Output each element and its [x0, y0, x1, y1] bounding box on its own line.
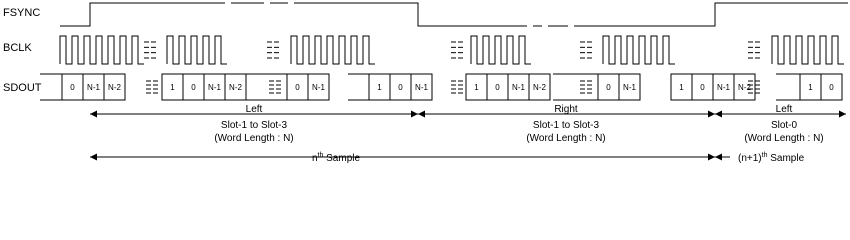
- sdout-bit-value: 0: [191, 83, 196, 92]
- left-slot0-range: Slot-0: [770, 120, 798, 131]
- nth-sample-suffix: Sample: [323, 153, 361, 164]
- sdout-bit-value: 0: [70, 83, 75, 92]
- sdout-bit-value: 1: [474, 83, 479, 92]
- sdout-waveform: [40, 74, 842, 100]
- sdout-bit-value: 0: [606, 83, 611, 92]
- section-arrows: [90, 114, 846, 157]
- sdout-bit-value: N-1: [87, 83, 100, 92]
- nth-sample-prefix: n: [311, 153, 318, 164]
- sdout-bit-value: 0: [495, 83, 500, 92]
- sdout-bit-value: 1: [808, 83, 813, 92]
- sdout-bit-value: 0: [829, 83, 834, 92]
- left-slot-title: Left: [245, 104, 263, 115]
- nth-sample-label: [312, 152, 361, 164]
- right-slot-wordlength: (Word Length : N): [526, 133, 606, 144]
- sdout-bit-value: N-1: [208, 83, 221, 92]
- sdout-bit-value: N-2: [229, 83, 242, 92]
- n1th-sample-sup: th: [761, 152, 768, 159]
- bclk-pulse-run-3: [471, 36, 531, 64]
- fsync-label: FSYNC: [3, 7, 41, 19]
- bclk-label: BCLK: [3, 42, 32, 54]
- bclk-pulse-run-4: [603, 36, 675, 64]
- sdout-bit-value: N-2: [533, 83, 546, 92]
- sdout-bit-value: 1: [679, 83, 684, 92]
- bclk-pulse-run-0: [60, 36, 144, 64]
- sdout-bit-value: 1: [377, 83, 382, 92]
- n1th-sample-suffix: Sample: [767, 153, 805, 164]
- sdout-bit-value: N-1: [415, 83, 428, 92]
- sdout-bit-value: 1: [170, 83, 175, 92]
- left-slot-range: Slot-1 to Slot-3: [220, 120, 288, 131]
- sdout-bit-value: N-2: [108, 83, 121, 92]
- left-slot0-title: Left: [775, 104, 793, 115]
- sdout-bit-value: N-1: [717, 83, 730, 92]
- left-slot0-wordlength: (Word Length : N): [744, 133, 824, 144]
- right-slot-range: Slot-1 to Slot-3: [532, 120, 600, 131]
- sdout-bit-value: 0: [700, 83, 705, 92]
- sdout-bit-value: 0: [398, 83, 403, 92]
- sdout-bit-value: N-1: [623, 83, 636, 92]
- sdout-bit-value: N-2: [738, 83, 751, 92]
- sdout-bit-value: 0: [295, 83, 300, 92]
- sdout-bit-value: N-1: [512, 83, 525, 92]
- nth-sample-sup: th: [317, 152, 324, 159]
- bclk-pulse-run-1: [167, 36, 227, 64]
- sdout-bit-value: N-1: [312, 83, 325, 92]
- bclk-waveform: [60, 36, 844, 64]
- bclk-pulse-run-5: [772, 36, 844, 64]
- bclk-pulse-run-2: [291, 36, 375, 64]
- sdout-label: SDOUT: [3, 82, 42, 94]
- n1th-sample-prefix: (n+1): [738, 153, 762, 164]
- n1th-sample-label: [738, 152, 805, 164]
- right-slot-title: Right: [554, 104, 578, 115]
- left-slot-wordlength: (Word Length : N): [214, 133, 294, 144]
- fsync-waveform: [60, 3, 848, 26]
